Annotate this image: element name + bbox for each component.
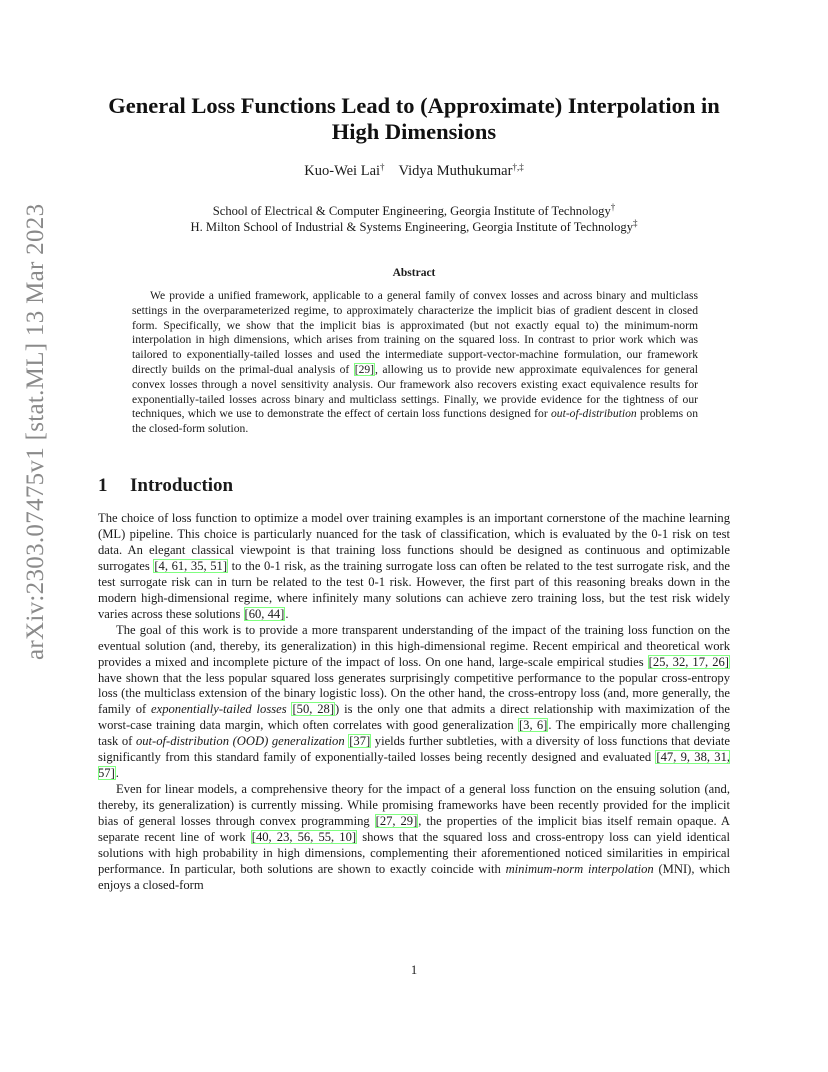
- citation-link[interactable]: [29]: [354, 362, 375, 376]
- citation-link[interactable]: [25, 32, 17, 26]: [648, 654, 730, 669]
- section-heading: [98, 475, 233, 497]
- citation-link[interactable]: [4, 61, 35, 51]: [154, 558, 228, 573]
- citation-link[interactable]: [47, 9, 38, 31, 57]: [98, 750, 731, 781]
- abstract-text: We provide a unified framework, applicable to a general family of convex losses and across binary and multiclass settings in the overparameterized regime, to approximately characterize the implicit bias of gradient descent in closed form. Specifically, we show that the implicit bias is approximated (but not exactly equal to) the minimum-norm interpolation in high dimensions, which arises from training on the squared loss. In contrast to prior work which was tailored to exponentially-tailed losses and used the intermediate support-vector-machine formulation, our framework directly builds on the primal-dual analysis of [29], allowing us to provide new approximate equivalences for general convex losses through a novel sensitivity analysis. Our framework also recovers existing exact equivalence results for exponentially-tailed losses across binary and multiclass settings. Finally, we provide evidence for the tightness of our techniques, which we use to demonstrate the effect of certain loss functions designed for out-of-distribution problems on the closed-form solution.: [132, 289, 698, 436]
- abstract-heading: Abstract: [392, 267, 436, 279]
- paragraph: The goal of this work is to provide a more transparent understanding of the impact of the training loss function on the eventual solution (and, thereby, its generalization) in this high-dimensional regime. Recent empirical and theoretical work provides a mixed and incomplete picture of the impact of loss. On one hand, large-scale empirical studies [25, 32, 17, 26] have shown that the less popular squared loss generates surprisingly competitive performance to the popular cross-entropy loss (the multiclass extension of the binary logistic loss). On the other hand, the cross-entropy loss (and, more generally, the family of exponentially-tailed losses [50, 28]) is the only one that admits a direct relationship with maximization of the worst-case training data margin, which often correlates with good generalization [3, 6]. The empirically more challenging task of out-of-distribution (OOD) generalization [37] yields further subtleties, with a diversity of loss functions that deviate significantly from this standard family of exponentially-tailed losses being recently designed and evaluated [47, 9, 38, 31, 57].: [98, 622, 731, 781]
- affiliation: H. Milton School of Industrial & Systems Engineering, Georgia Institute of Technology‡: [190, 218, 638, 234]
- citation-link[interactable]: [50, 28]: [292, 702, 335, 717]
- citation-link[interactable]: [60, 44]: [244, 606, 285, 621]
- paragraph: The choice of loss function to optimize a model over training examples is an important cornerstone of the machine learning (ML) pipeline. This choice is particularly nuanced for the task of classification, which is evaluated by the 0-1 risk on test data. An elegant classical viewpoint is that training loss functions should be designed as continuous and optimizable surrogates [4, 61, 35, 51] to the 0-1 risk, as the training surrogate loss can often be related to the test surrogate risk, and the test surrogate risk can in turn be related to the test 0-1 risk. However, the first part of this reasoning breaks down in the modern high-dimensional regime, where infinitely many solutions can achieve zero training loss, but the test risk widely varies across these solutions [60, 44].: [98, 511, 730, 621]
- body-text: [98, 511, 730, 894]
- citation-link[interactable]: [27, 29]: [375, 814, 418, 829]
- citation-link[interactable]: [40, 23, 56, 55, 10]: [251, 830, 357, 845]
- affiliations: [98, 203, 730, 235]
- paper-title: General Loss Functions Lead to (Approximate) Interpolation in High Dimensions: [108, 93, 720, 144]
- citation-link[interactable]: [3, 6]: [518, 718, 548, 733]
- section-number: 1: [98, 475, 108, 496]
- paragraph: Even for linear models, a comprehensive theory for the impact of a general loss function on the ensuing solution (and, thereby, its generalization) is currently missing. While promising frameworks have been recently provided for the implicit bias of general losses through convex programming [27, 29], the properties of the implicit bias itself remain opaque. A separate recent line of work [40, 23, 56, 55, 10] shows that the squared loss and cross-entropy loss can yield identical solutions with high probability in high dimensions, complementing their aforementioned noticed similarities in empirical performance. In particular, both solutions are shown to exactly coincide with minimum-norm interpolation (MNI), which enjoys a closed-form: [98, 782, 731, 892]
- section-title: Introduction: [130, 475, 234, 496]
- arxiv-identifier: arXiv:2303.07475v1 [stat.ML] 13 Mar 2023: [22, 203, 49, 660]
- author-mark: †: [380, 162, 385, 172]
- affiliation: School of Electrical & Computer Engineering, Georgia Institute of Technology†: [212, 202, 616, 218]
- author-name: Vidya Muthukumar: [398, 163, 513, 179]
- author-list: [98, 163, 730, 180]
- page-number: 1: [410, 963, 418, 977]
- citation-link[interactable]: [37]: [349, 734, 371, 749]
- author-name: Kuo-Wei Lai: [304, 163, 381, 179]
- author-mark: †,‡: [512, 162, 524, 172]
